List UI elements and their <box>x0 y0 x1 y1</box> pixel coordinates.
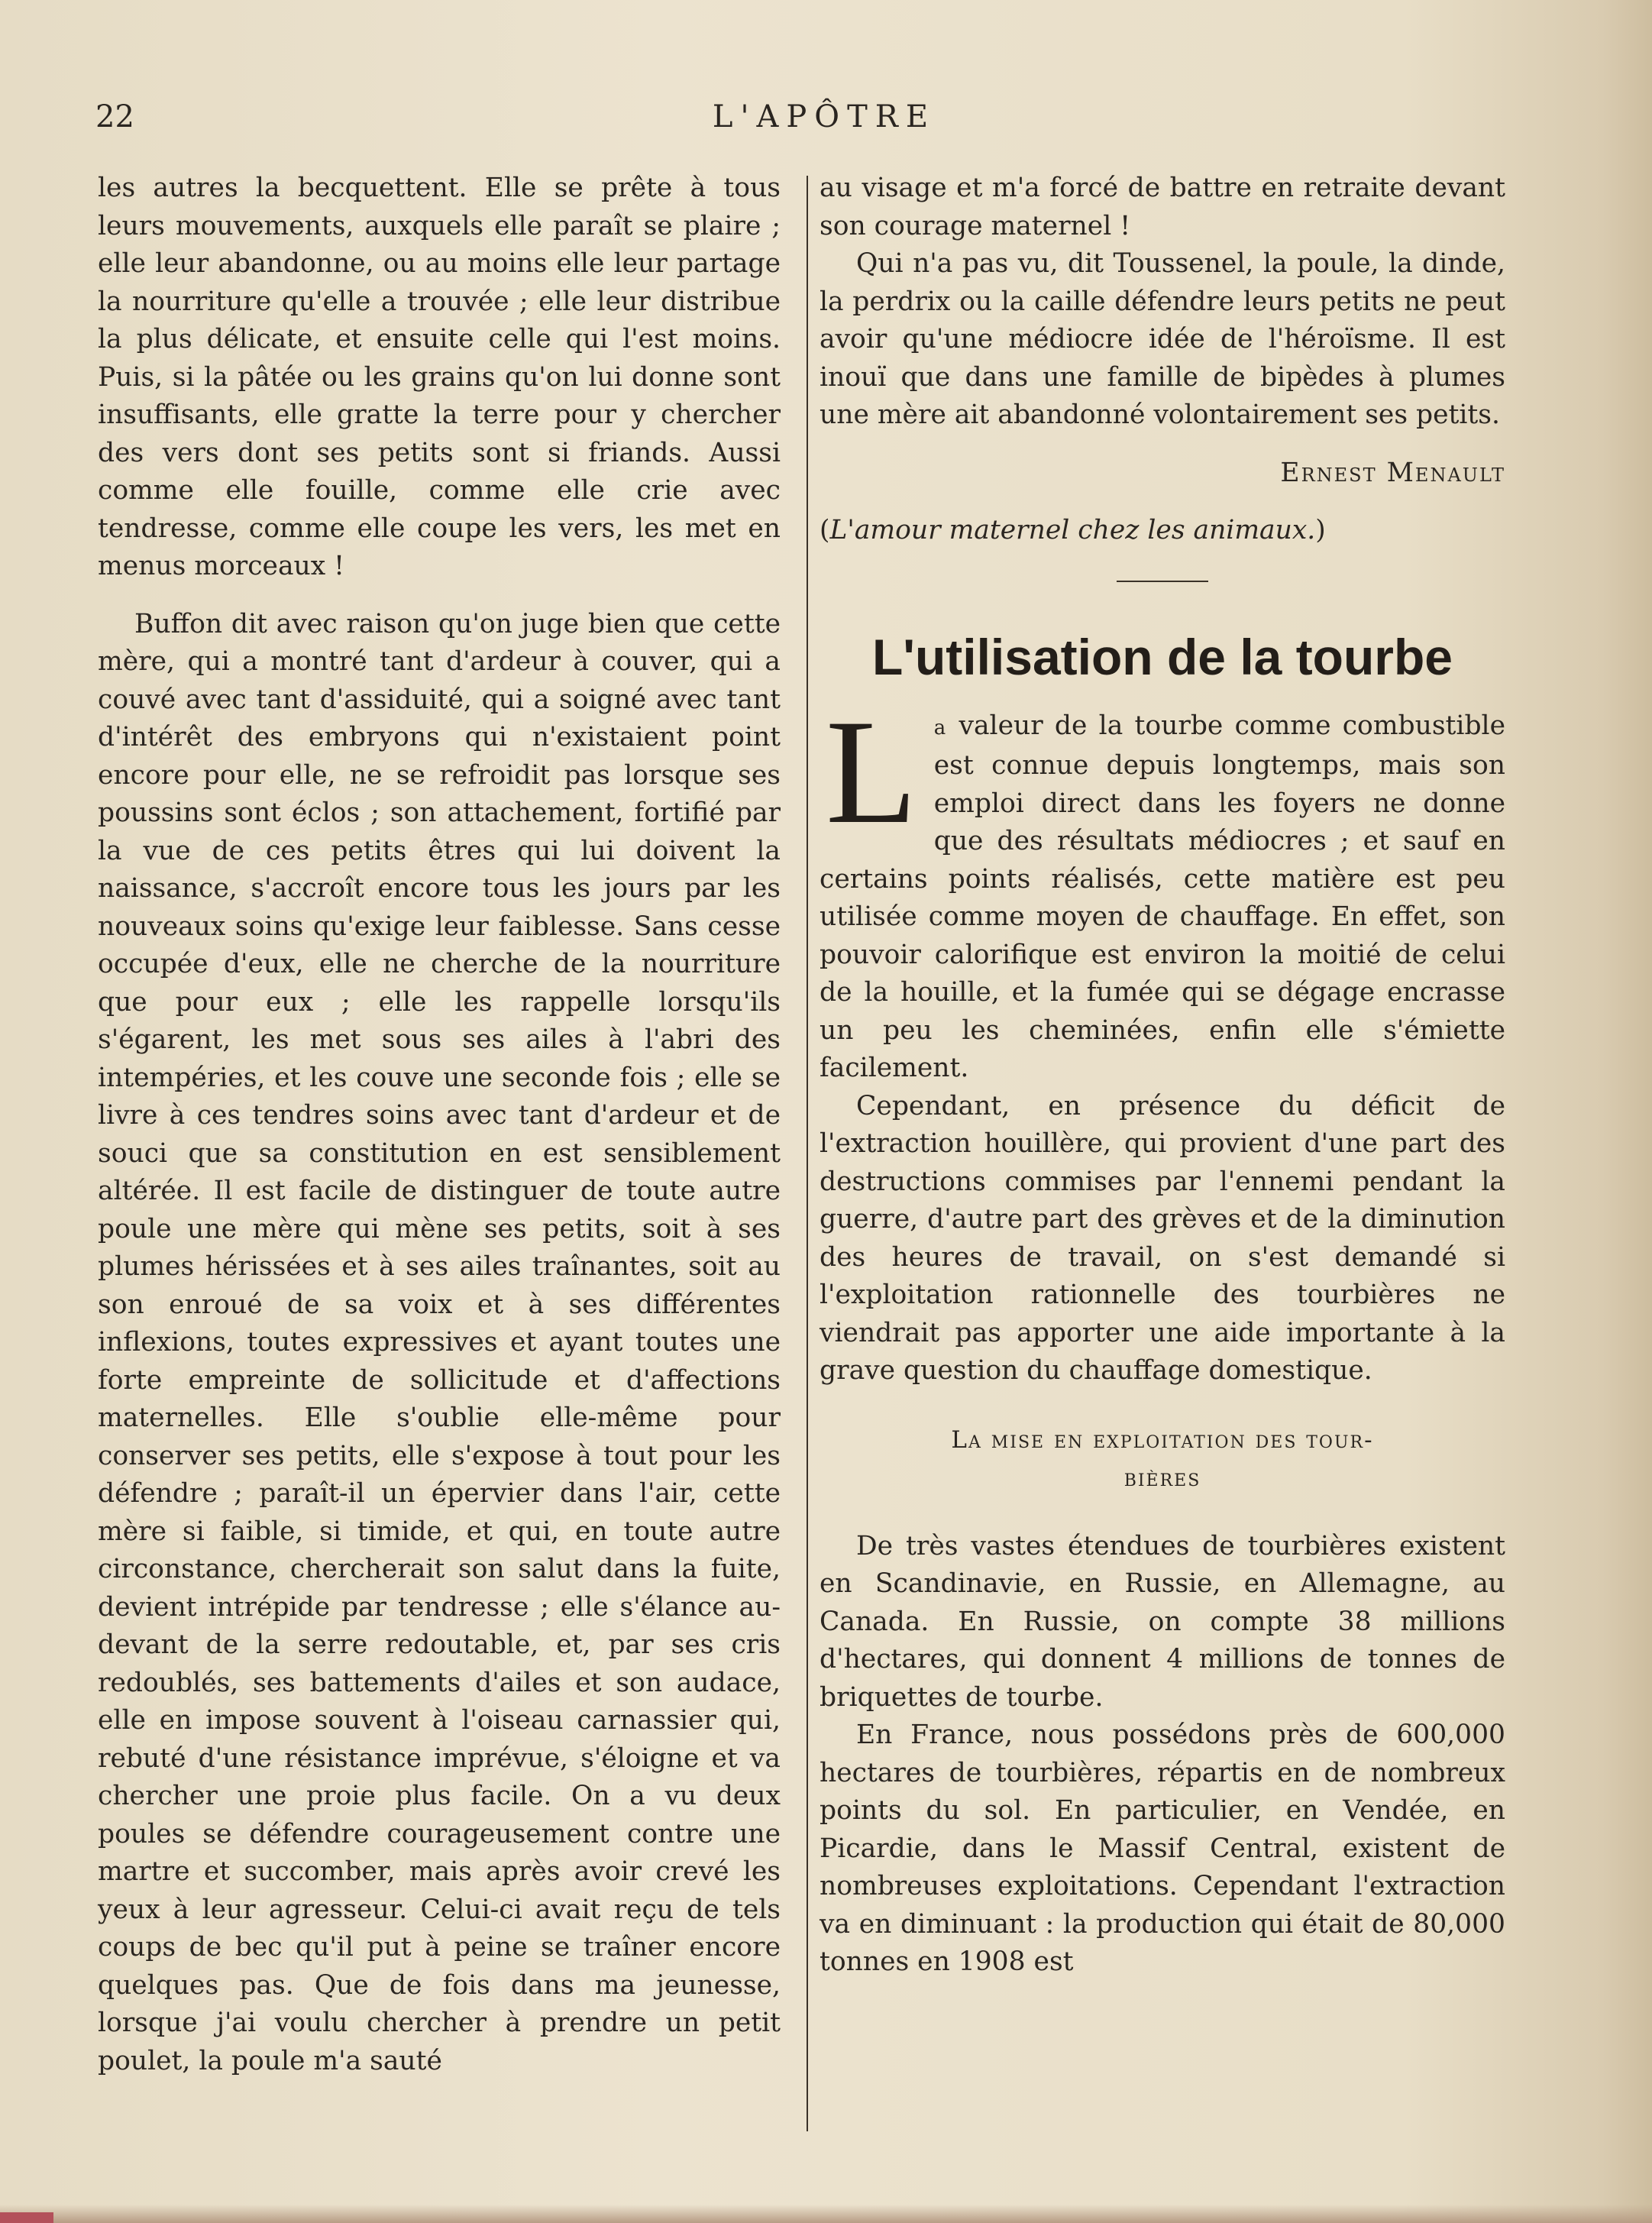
red-edge-mark <box>0 2212 53 2223</box>
subheading-line: bières <box>1123 1464 1201 1492</box>
paragraph: Cependant, en présence du déficit de l'extraction houillère, qui provient d'une part des destructions commises par l'ennemi pendant la guerre, d'autre part des grèves et de la diminution des heures de travail, on s'est demandé si l'exploitation rationnelle des tourbières ne viendrait pas apporter une aide importante à la grave question du chauffage domestique. <box>820 1090 1505 1386</box>
page-header <box>95 99 1553 145</box>
author-signature: Ernest Menault <box>1280 457 1505 488</box>
lead-paragraph <box>820 688 1505 1088</box>
drop-cap: L <box>826 688 917 855</box>
source-citation <box>820 512 1505 550</box>
paragraph: au visage et m'a forcé de battre en retraite devant son courage maternel ! <box>820 173 1505 241</box>
paragraph: les autres la becquettent. Elle se prête à tous leurs mouvements, auxquels elle paraît se plaire ; elle leur abandonne, ou au moins elle leur partage la nourriture qu'elle a trouvée ; elle leur distribue la plus délicate, et ensuite celle qui l'est moins. Puis, si la pâtée ou les grains qu'on lui donne sont insuffisants, elle gratte la terre pour y chercher des vers dont ses petits sont si friands. Aussi comme elle fouille, comme elle crie avec tendresse, comme elle coupe les vers, les met en menus morceaux ! <box>98 173 781 581</box>
right-column <box>820 170 1505 1982</box>
lead-text: valeur de la tourbe comme combustible est connue depuis longtemps, mais son emploi direct dans les foyers ne donne que des résultats médiocres ; et sauf en certains points réalisés, cette matière est peu utilisée comme moyen de chauffage. En effet, son pouvoir calorifique est environ la moitié de celui de la houille, et la fumée qui se dégage encrasse un peu les cheminées, enfin elle s'émiette facilement. <box>820 710 1505 1083</box>
page-edge-stain <box>0 2205 1652 2223</box>
source-open-paren: ( <box>820 515 830 545</box>
article-title: L'utilisation de la tourbe <box>871 628 1453 685</box>
running-title: L'APÔTRE <box>712 99 936 134</box>
paragraph: En France, nous possédons près de 600,000 hectares de tourbières, répartis en de nombreux points du sol. En particulier, en Vendée, en Picardie, dans le Massif Central, existent de nombreuses exploitations. Cependant l'extraction va en diminuant : la production qui était de 80,000 tonnes en 1908 est <box>820 1720 1505 1977</box>
column-divider <box>807 176 808 2131</box>
left-column <box>98 170 781 2080</box>
paragraph: De très vastes étendues de tourbières existent en Scandinavie, en Russie, en Allemagne, au Canada. En Russie, on compte 38 millions d'hectares, qui donnent 4 millions de tonnes de briquettes de tourbe. <box>820 1530 1505 1713</box>
paragraph: Buffon dit avec raison qu'on juge bien que cette mère, qui a montré tant d'ardeur à couver, qui a couvé avec tant d'assiduité, qui a soigné avec tant d'intérêt des embryons qui n'existaient point encore pour elle, ne se refroidit pas lorsque ses poussins sont éclos ; son attachement, fortifié par la vue de ces petits êtres qui lui doivent la naissance, s'accroît encore tous les jours par les nouveaux soins qu'exige leur faiblesse. Sans cesse occupée d'eux, elle ne cherche de la nourriture que pour eux ; elle les rappelle lorsqu'ils s'égarent, les met sous ses ailes à l'abri des intempéries, et les couve une seconde fois ; elle se livre à ces tendres soins avec tant d'ardeur et de souci que sa constitution en est sensiblement altérée. Il est facile de distinguer de toute autre poule une mère qui mène ses petits, soit à ses plumes hérissées et à ses ailes traînantes, soit au son enroué de sa voix et à ses différentes inflexions, toutes expressives et ayant toutes une forte empreinte de sollicitude et d'affections maternelles. Elle s'oublie elle-même pour conserver ses petits, elle s'expose à tout pour les défendre ; paraît-il un épervier dans l'air, cette mère si faible, si timide, et qui, en toute autre circonstance, chercherait son salut dans la fuite, devient intrépide par tendresse ; elle s'élance au-devant de la serre redoutable, et, par ses cris redoublés, ses battements d'ailes et son audace, elle en impose souvent à l'oiseau carnassier qui, rebuté d'une résistance imprévue, s'éloigne et va chercher une proie plus facile. On a vu deux poules se défendre courageusement contre une martre et succomber, mais après avoir crevé les yeux à leur agresseur. Celui-ci avait reçu de tels coups de bec qu'il put à peine se traîner encore quelques pas. Que de fois dans ma jeunesse, lorsque j'ai voulu chercher à prendre un petit poulet, la poule m'a sauté <box>98 608 781 2076</box>
subheading-line: La mise en exploitation des tour- <box>951 1425 1374 1454</box>
paragraph: Qui n'a pas vu, dit Toussenel, la poule, la dinde, la perdrix ou la caille défendre leurs petits ne peut avoir qu'une médiocre idée de l'héroïsme. Il est inouï que dans une famille de bipèdes à plumes une mère ait abandonné volontairement ses petits. <box>820 248 1505 430</box>
source-title: L'amour maternel chez les animaux. <box>829 515 1316 545</box>
section-subheading <box>820 1421 1505 1497</box>
lead-smallcap: a <box>933 716 948 739</box>
source-close-paren: ) <box>1315 515 1326 545</box>
page-number: 22 <box>95 99 134 134</box>
